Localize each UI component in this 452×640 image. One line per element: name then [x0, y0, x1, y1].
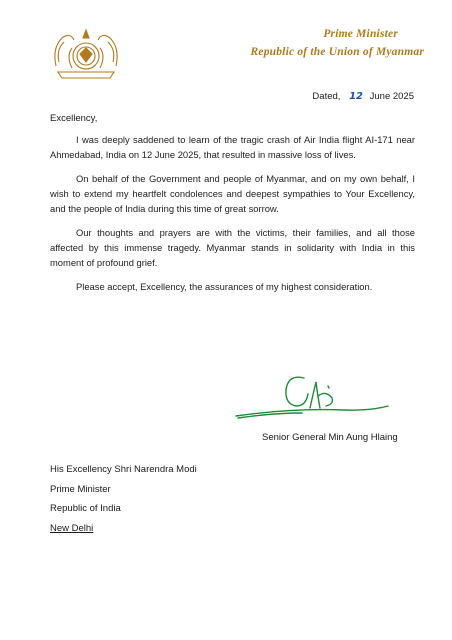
letterhead-title: Prime Minister	[323, 28, 398, 40]
date-label: Dated,	[312, 91, 341, 102]
letterhead-subtitle: Republic of the Union of Myanmar	[250, 46, 424, 58]
salutation: Excellency,	[50, 113, 98, 124]
date-month-year: June 2025	[369, 91, 414, 102]
addressee-block	[50, 460, 197, 538]
paragraph-4: Please accept, Excellency, the assurances of my highest consideration.	[76, 281, 373, 292]
addressee-line-1: His Excellency Shri Narendra Modi	[50, 464, 197, 475]
paragraph-3: Our thoughts and prayers are with the victims, their families, and all those affected by this immense tragedy. Myanmar stands in solidarity with India in this moment of profound grief.	[50, 227, 415, 268]
addressee-line-2: Prime Minister	[50, 483, 111, 495]
paragraph-2: On behalf of the Government and people of Myanmar, and on my own behalf, I wish to extend my heartfelt condolences and deepest sympathies to Your Excellency, and the people of India during this time of great sorrow.	[50, 173, 415, 214]
state-seal-icon	[50, 26, 122, 84]
date-day-handwritten: 12	[349, 91, 363, 102]
signature-icon	[232, 368, 392, 426]
addressee-city: New Delhi	[50, 522, 94, 534]
date-line	[312, 91, 414, 102]
letterhead	[251, 28, 424, 58]
paragraph-1: I was deeply saddened to learn of the tragic crash of Air India flight AI-171 near Ahmedabad, India on 12 June 2025, that resulted in massive loss of lives.	[50, 134, 415, 160]
signatory-name: Senior General Min Aung Hlaing	[262, 432, 398, 443]
addressee-line-3: Republic of India	[50, 503, 121, 514]
letter-body	[50, 132, 415, 303]
